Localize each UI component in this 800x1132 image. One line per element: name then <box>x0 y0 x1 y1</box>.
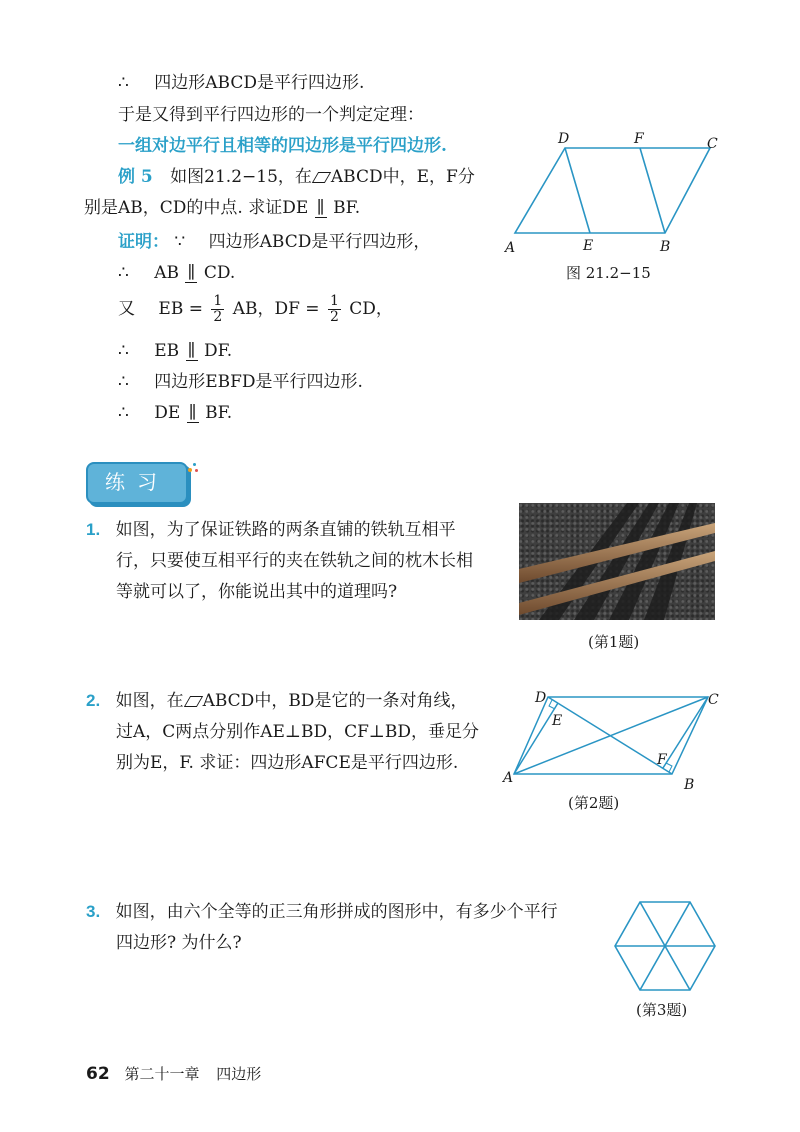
fraction-half <box>328 294 341 325</box>
proof-text: CD， <box>349 299 393 319</box>
railway-photo <box>519 503 715 620</box>
q1-number: 1. <box>86 520 101 539</box>
fraction-half <box>211 294 224 325</box>
proof-text: BF. <box>205 403 233 423</box>
proof-text: 四边形ABCD是平行四边形， <box>208 232 431 252</box>
segment-bf <box>640 148 665 233</box>
example5-line2 <box>84 197 360 219</box>
q2-caption: (第2题) <box>568 794 620 812</box>
proof-line-5 <box>118 371 363 393</box>
q3-number: 3. <box>86 902 101 921</box>
fraction-numerator: 1 <box>213 293 223 309</box>
therefore-line-1 <box>118 72 364 94</box>
therefore-symbol: ∴ <box>118 341 129 361</box>
q1-line1 <box>86 519 456 541</box>
point-label-a: A <box>503 770 514 786</box>
parallel-equal-symbol <box>184 262 198 284</box>
therefore-symbol: ∴ <box>118 73 129 93</box>
example-text: ABCD中，E，F分 <box>330 167 475 187</box>
proof-text: CD. <box>203 263 236 283</box>
proof-line-4 <box>118 340 232 362</box>
page-number: 62 <box>86 1064 110 1084</box>
exercise-section-tag: 练习 <box>86 462 188 504</box>
example-text: BF. <box>333 198 361 218</box>
point-label-d: D <box>535 690 547 706</box>
chapter-title: 四边形 <box>216 1065 262 1083</box>
example-text: 别是AB，CD的中点. 求证DE <box>84 198 309 218</box>
dots-decoration-icon <box>188 463 200 475</box>
proof-text: AB，DF = <box>232 299 320 319</box>
proof-line-3 <box>118 292 393 326</box>
figure-caption: 图 21.2−15 <box>566 264 651 282</box>
q2-line2: 过A，C两点分别作AE⊥BD，CF⊥BD，垂足分 <box>116 722 479 742</box>
question-text: 如图，由六个全等的正三角形拼成的图形中，有多少个平行 <box>115 902 558 922</box>
q1-caption: (第1题) <box>588 633 640 651</box>
therefore-symbol: ∴ <box>118 263 129 283</box>
therefore-symbol: ∴ <box>118 403 129 423</box>
parallel-equal-symbol <box>314 197 328 219</box>
example-label: 例 5 <box>118 167 153 187</box>
example5-line1 <box>118 166 475 188</box>
q2-line3: 别为E，F. 求证：四边形AFCE是平行四边形. <box>116 753 459 773</box>
parallel-equal-symbol <box>186 402 200 424</box>
parallel-equal-symbol <box>185 340 199 362</box>
q2-figure <box>500 688 725 793</box>
theorem-intro: 于是又得到平行四边形的一个判定定理： <box>118 105 424 125</box>
point-label-b: B <box>684 777 695 793</box>
fraction-numerator: 1 <box>329 293 339 309</box>
railway-image <box>519 503 715 620</box>
parallelogram-abcd <box>515 148 710 233</box>
proof-label: 证明： <box>118 232 169 252</box>
parallelogram-symbol <box>185 695 201 707</box>
question-text: 如图，为了保证铁路的两条直铺的铁轨互相平 <box>115 520 456 540</box>
parallel-bar: ∥ <box>188 403 197 423</box>
chapter-number: 第二十一章 <box>124 1065 200 1083</box>
point-label-c: C <box>707 136 718 152</box>
parallel-bar: ∥ <box>187 263 196 283</box>
parallel-bar: ∥ <box>187 341 196 361</box>
parallelogram-symbol <box>313 171 329 183</box>
fraction-denominator: 2 <box>213 309 223 325</box>
proof-text: EB = <box>158 299 203 319</box>
hexagon-figure <box>605 898 725 998</box>
q1-line3: 等就可以了，你能说出其中的道理吗? <box>116 582 398 602</box>
proof-line-6 <box>118 402 232 424</box>
theorem-statement: 一组对边平行且相等的四边形是平行四边形. <box>118 136 447 156</box>
proof-line-text: 四边形ABCD是平行四边形. <box>154 73 365 93</box>
point-label-f: F <box>657 752 667 768</box>
proof-text: DF. <box>203 341 233 361</box>
segment-cf <box>663 697 708 768</box>
point-label-c: C <box>708 692 719 708</box>
proof-line-2 <box>118 262 235 284</box>
point-label-e: E <box>552 713 563 729</box>
figure-21-2-15 <box>500 130 730 260</box>
point-label-b: B <box>660 239 671 255</box>
segment-de <box>565 148 590 233</box>
proof-text: EB <box>154 341 180 361</box>
proof-line-1 <box>118 231 430 253</box>
q1-line2: 行，只要使互相平行的夹在铁轨之间的枕木长相 <box>116 551 473 571</box>
because-symbol: ∵ <box>174 232 186 252</box>
example-text: 如图21.2−15，在 <box>170 167 312 187</box>
question-text: ABCD中，BD是它的一条对角线， <box>202 691 468 711</box>
proof-text: AB <box>154 263 180 283</box>
q3-line1 <box>86 901 558 923</box>
proof-text: 四边形EBFD是平行四边形. <box>154 372 363 392</box>
point-label-d: D <box>558 131 570 147</box>
fraction-denominator: 2 <box>329 309 339 325</box>
q2-line1 <box>86 690 467 712</box>
point-label-f: F <box>634 131 644 147</box>
q3-line2: 四边形? 为什么? <box>116 933 242 953</box>
parallel-bar: ∥ <box>316 198 325 218</box>
question-text: 如图，在 <box>115 691 184 711</box>
point-label-e: E <box>583 238 594 254</box>
proof-text: DE <box>154 403 181 423</box>
q2-number: 2. <box>86 691 101 710</box>
point-label-a: A <box>505 240 516 256</box>
therefore-symbol: ∴ <box>118 372 129 392</box>
also-word: 又 <box>118 299 135 319</box>
q3-caption: (第3题) <box>636 1001 688 1019</box>
page-footer <box>86 1063 261 1084</box>
